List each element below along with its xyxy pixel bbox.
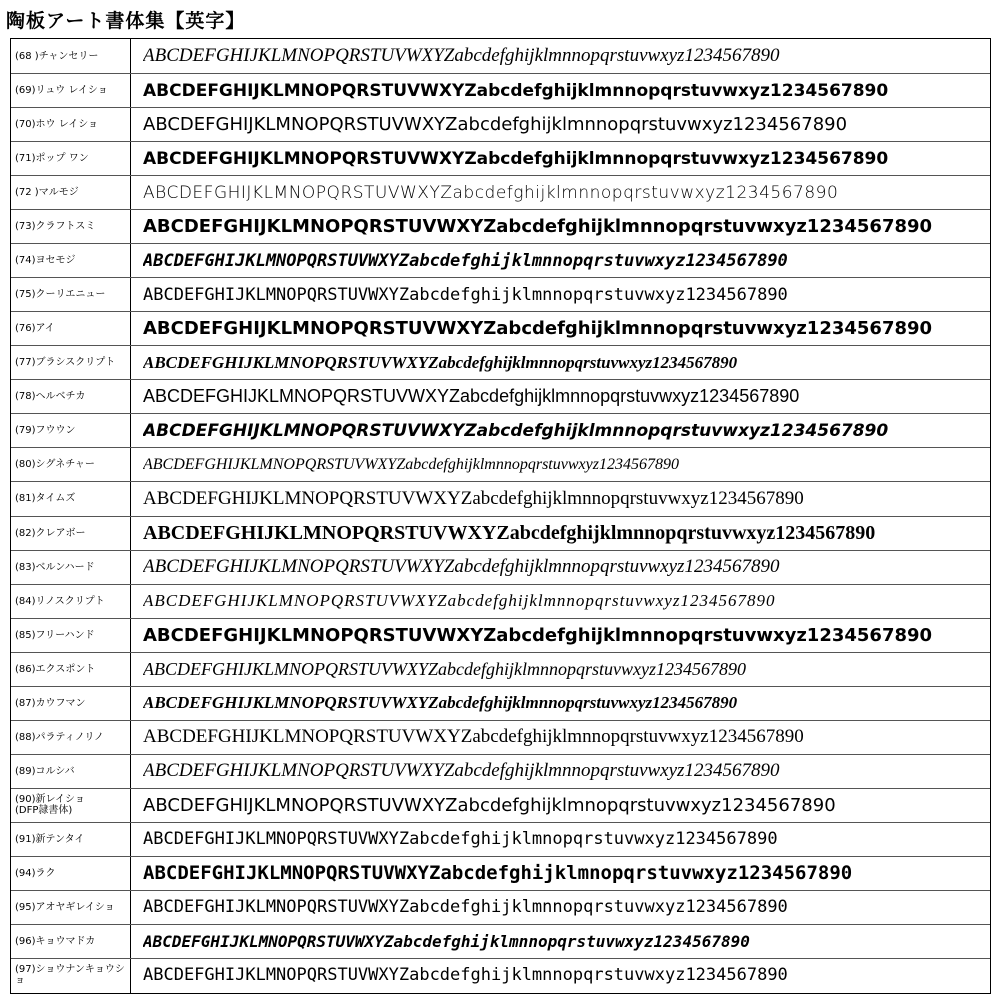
font-name-label: (94)ラク [15,867,56,879]
font-sample [143,789,986,822]
font-row [11,345,990,379]
font-sample-text: ABCDEFGHIJKLMNOPQRSTUVWXYZabcdefghijklmnnopqrstuvwxyz1234567890 [143,148,889,169]
font-name-label: (71)ポップ ワン [15,153,89,165]
font-name-label: (85)フリーハンド [15,629,95,641]
font-row [11,175,990,209]
font-sample [143,517,986,550]
font-name-label: (97)ショウナンキョウショ [15,964,125,987]
font-sample [143,585,986,618]
font-name-label: (68 )チャンセリー [15,50,99,62]
font-sample-text: ABCDEFGHIJKLMNOPQRSTUVWXYZabcdefghijklmnnopqrstuvwxyz1234567890 [143,352,738,372]
font-name-label: (79)フウウン [15,425,76,437]
font-row [11,550,990,584]
font-sample-text: ABCDEFGHIJKLMNOPQRSTUVWXYZabcdefghijklmnnopqrstuvwxyz1234567890 [143,521,876,544]
font-sample-text: ABCDEFGHIJKLMNOPQRSTUVWXYZabcdefghijklmnnopqrstuvwxyz1234567890 [143,658,746,679]
font-row [11,618,990,652]
font-sample [143,244,986,277]
font-sample-text: ABCDEFGHIJKLMNOPQRSTUVWXYZabcdefghijklmnnopqrstuvwxyz1234567890 [143,45,780,67]
font-sample-text: ABCDEFGHIJKLMNOPQRSTUVWXYZabcdefghijklmnopqrstuvwxyz1234567890 [143,862,853,885]
font-sample-text: ABCDEFGHIJKLMNOPQRSTUVWXYZabcdefghijklmnnopqrstuvwxyz1234567890 [143,624,933,646]
font-name-label: (91)新テンタイ [15,833,85,845]
font-sample [143,551,986,584]
font-sample-text: ABCDEFGHIJKLMNOPQRSTUVWXYZabcdefghijklmnnopqrstuvwxyz1234567890 [143,760,780,782]
font-sample [143,721,986,754]
font-sample-text: ABCDEFGHIJKLMNOPQRSTUVWXYZabcdefghijklmnnopqrstuvwxyz1234567890 [143,420,889,441]
font-sample [143,108,986,141]
font-name-label: (82)クレアボー [15,527,86,539]
font-sample-text: ABCDEFGHIJKLMNOPQRSTUVWXYZabcdefghijklmnnopqrstuvwxyz1234567890 [143,284,788,305]
font-sample [143,687,986,720]
font-sample-text: ABCDEFGHIJKLMNOPQRSTUVWXYZabcdefghijklmnnopqrstuvwxyz1234567890 [143,591,776,611]
font-sample [143,278,986,311]
font-row [11,516,990,550]
font-sample-text: ABCDEFGHIJKLMNOPQRSTUVWXYZabcdefghijklmnnopqrstuvwxyz1234567890 [143,182,839,203]
font-sample-text: ABCDEFGHIJKLMNOPQRSTUVWXYZabcdefghijklmnnopqrstuvwxyz1234567890 [143,965,788,986]
font-row [11,447,990,481]
font-name-label: (83)ベルンハード [15,561,95,573]
font-name-label: (95)アオヤギレイショ [15,901,115,913]
font-sample [143,823,986,856]
font-sample [143,74,986,107]
font-name-label: (84)リノスクリプト [15,595,105,607]
font-row [11,754,990,788]
font-row [11,73,990,107]
font-sample [143,653,986,686]
font-row [11,277,990,311]
page-title: 陶板アート書体集【英字】 [6,10,246,32]
font-sample-text: ABCDEFGHIJKLMNOPQRSTUVWXYZabcdefghijklmnnopqrstuvwxyz1234567890 [143,386,800,407]
font-sample [143,312,986,345]
font-sample-text: ABCDEFGHIJKLMNOPQRSTUVWXYZabcdefghijklmnnopqrstuvwxyz1234567890 [143,897,788,918]
font-row [11,890,990,924]
font-name-label: (77)ブラシスクリプト [15,357,116,369]
font-name-label: (74)ヨセモジ [15,255,76,267]
font-row [11,311,990,345]
font-sample-text: ABCDEFGHIJKLMNOPQRSTUVWXYZabcdefghijklmnopqrstuvwxyz1234567890 [143,829,778,850]
font-sample [143,414,986,447]
font-row [11,856,990,890]
font-name-label: (90)新レイショ (DFP隷書体) [15,794,85,817]
font-name-label: (89)コルシバ [15,765,75,777]
font-sample [143,857,986,890]
font-row [11,788,990,822]
font-sample [143,210,986,243]
font-name-label: (96)キョウマドカ [15,935,96,947]
font-row [11,652,990,686]
font-name-label: (72 )マルモジ [15,187,79,199]
font-sample-text: ABCDEFGHIJKLMNOPQRSTUVWXYZabcdefghijklmnnopqrstuvwxyz1234567890 [143,455,679,473]
font-sample-text: ABCDEFGHIJKLMNOPQRSTUVWXYZabcdefghijklmnnopqrstuvwxyz1234567890 [143,487,804,509]
font-sample-text: ABCDEFGHIJKLMNOPQRSTUVWXYZabcdefghijklmnnopqrstuvwxyz1234567890 [143,693,738,713]
font-name-label: (88)パラティノリノ [15,731,104,743]
font-sample [143,482,986,515]
font-row [11,141,990,175]
font-row [11,720,990,754]
font-sample-text: ABCDEFGHIJKLMNOPQRSTUVWXYZabcdefghijklmnnopqrstuvwxyz1234567890 [143,250,788,271]
font-row [11,924,990,958]
font-sample [143,142,986,175]
font-name-label: (75)クーリエニュー [15,289,106,301]
font-sample [143,619,986,652]
font-name-label: (73)クラフトスミ [15,221,96,233]
font-sample-text: ABCDEFGHIJKLMNOPQRSTUVWXYZabcdefghijklmnnopqrstuvwxyz1234567890 [143,80,889,101]
font-row [11,686,990,720]
font-sample-text: ABCDEFGHIJKLMNOPQRSTUVWXYZabcdefghijklmnopqrstuvwxyz1234567890 [143,794,836,816]
font-sample [143,448,986,481]
font-name-label: (81)タイムズ [15,493,76,505]
font-sample [143,925,986,958]
font-row [11,243,990,277]
font-name-label: (87)カウフマン [15,697,86,709]
font-sample-text: ABCDEFGHIJKLMNOPQRSTUVWXYZabcdefghijklmnnopqrstuvwxyz1234567890 [143,216,933,238]
font-row [11,958,990,992]
font-row [11,39,990,73]
font-sample [143,891,986,924]
font-name-label: (78)ヘルベチカ [15,391,86,403]
font-sample [143,346,986,379]
font-sample-text: ABCDEFGHIJKLMNOPQRSTUVWXYZabcdefghijklmnnopqrstuvwxyz1234567890 [143,931,750,951]
font-name-label: (70)ホウ レイショ [15,119,99,131]
font-sample-text: ABCDEFGHIJKLMNOPQRSTUVWXYZabcdefghijklmnnopqrstuvwxyz1234567890 [143,318,933,340]
font-sample-text: ABCDEFGHIJKLMNOPQRSTUVWXYZabcdefghijklmnnopqrstuvwxyz1234567890 [143,556,780,578]
font-row [11,209,990,243]
font-sample-text: ABCDEFGHIJKLMNOPQRSTUVWXYZabcdefghijklmnnopqrstuvwxyz1234567890 [143,114,848,136]
font-row [11,379,990,413]
font-sample [143,39,986,73]
font-sample [143,959,986,992]
font-row [11,413,990,447]
font-name-label: (69)リュウ レイショ [15,85,108,97]
font-row [11,107,990,141]
font-name-label: (76)アイ [15,323,55,335]
font-specimen-table [10,38,991,994]
font-row [11,822,990,856]
font-name-label: (86)エクスポント [15,663,96,675]
font-sample [143,755,986,788]
font-row [11,481,990,515]
font-sample-text: ABCDEFGHIJKLMNOPQRSTUVWXYZabcdefghijklmnnopqrstuvwxyz1234567890 [143,726,804,748]
font-row [11,584,990,618]
font-sample [143,176,986,209]
font-sample [143,380,986,413]
font-name-label: (80)シグネチャー [15,459,95,471]
